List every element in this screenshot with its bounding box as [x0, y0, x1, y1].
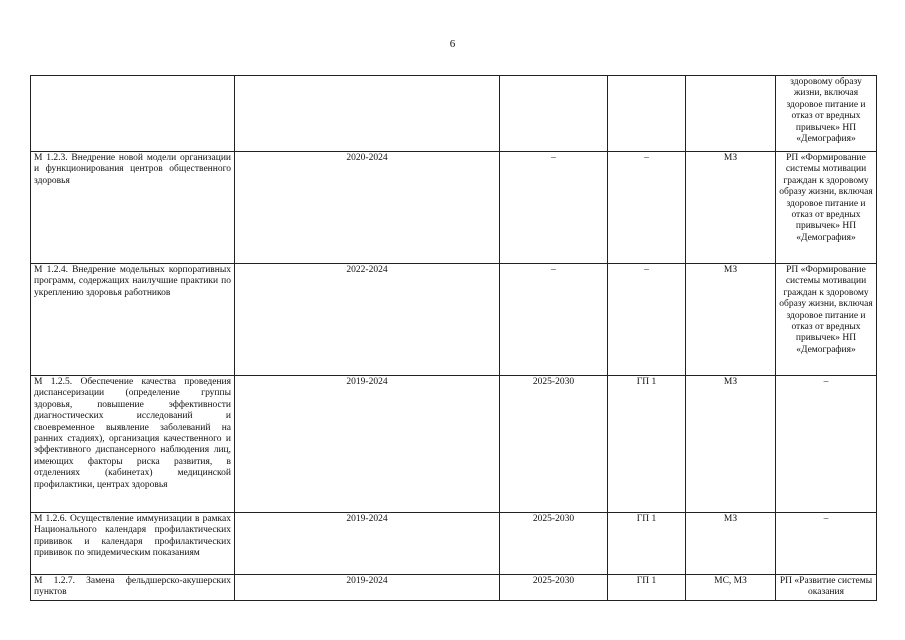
note-cell: РП «Развитие системы оказания: [776, 575, 877, 601]
activity-cell: М 1.2.7. Замена фельдшерско-акушерских пунктов: [31, 575, 235, 601]
executor-cell: МЗ: [686, 152, 776, 264]
program-cell: [608, 76, 686, 152]
note-cell: –: [776, 376, 877, 513]
table-row: [31, 376, 877, 513]
page-number: 6: [449, 38, 456, 50]
later-period-cell: 2025-2030: [500, 513, 608, 575]
later-period-cell: [500, 76, 608, 152]
program-cell: ГП 1: [608, 575, 686, 601]
activity-cell: М 1.2.3. Внедрение новой модели организации и функционирования центров общественного здоровья: [31, 152, 235, 264]
period-cell: 2019-2024: [235, 575, 500, 601]
program-cell: –: [608, 264, 686, 376]
period-cell: [235, 76, 500, 152]
note-cell: РП «Формирование системы мотивации граждан к здоровому образу жизни, включая здоровое питание и отказ от вредных привычек» НП «Демография»: [776, 264, 877, 376]
activity-cell: М 1.2.5. Обеспечение качества проведения диспансеризации (определение группы здоровья, повышение эффективности диагностических исследований и своевременное выявление заболеваний на ранних стадиях), организация качественного и эффективного диспансерного наблюдения лиц, имеющих факторы риска развития, в отделениях (кабинетах) медицинской профилактики, центрах здоровья: [31, 376, 235, 513]
measures-table: [30, 75, 877, 601]
program-cell: ГП 1: [608, 376, 686, 513]
period-cell: 2019-2024: [235, 513, 500, 575]
activity-cell: М 1.2.4. Внедрение модельных корпоративных программ, содержащих наилучшие практики по укреплению здоровья работников: [31, 264, 235, 376]
later-period-cell: 2025-2030: [500, 376, 608, 513]
table-row: [31, 76, 877, 152]
activity-cell: М 1.2.6. Осуществление иммунизации в рамках Национального календаря профилактических прививок и календаря профилактических прививок по эпидемическим показаниям: [31, 513, 235, 575]
executor-cell: МЗ: [686, 264, 776, 376]
executor-cell: [686, 76, 776, 152]
period-cell: 2020-2024: [235, 152, 500, 264]
later-period-cell: 2025-2030: [500, 575, 608, 601]
later-period-cell: –: [500, 264, 608, 376]
table-row: [31, 152, 877, 264]
period-cell: 2022-2024: [235, 264, 500, 376]
note-cell: –: [776, 513, 877, 575]
table-row: [31, 264, 877, 376]
executor-cell: МЗ: [686, 376, 776, 513]
activity-cell: [31, 76, 235, 152]
executor-cell: МС, МЗ: [686, 575, 776, 601]
note-cell: здоровому образу жизни, включая здоровое питание и отказ от вредных привычек» НП «Демография»: [776, 76, 877, 152]
note-cell: РП «Формирование системы мотивации граждан к здоровому образу жизни, включая здоровое питание и отказ от вредных привычек» НП «Демография»: [776, 152, 877, 264]
program-cell: ГП 1: [608, 513, 686, 575]
program-cell: –: [608, 152, 686, 264]
period-cell: 2019-2024: [235, 376, 500, 513]
table-row: [31, 575, 877, 601]
executor-cell: МЗ: [686, 513, 776, 575]
table-row: [31, 513, 877, 575]
later-period-cell: –: [500, 152, 608, 264]
